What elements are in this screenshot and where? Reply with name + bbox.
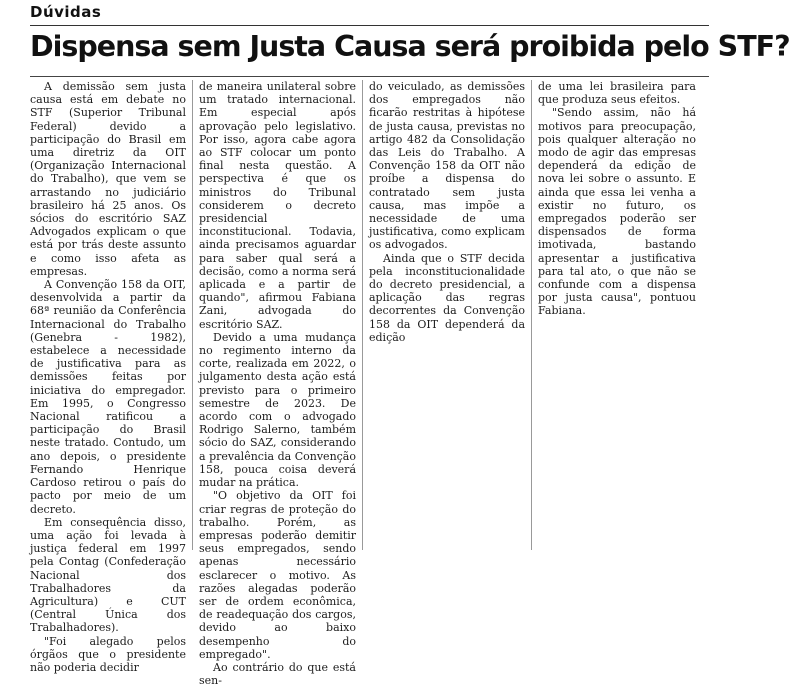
top-rule: [30, 25, 709, 26]
paragraph: Ao contrário do que está sen-: [199, 660, 356, 687]
article-column-2: [199, 80, 356, 687]
paragraph: A demissão sem justa causa está em debate no STF (Superior Tribunal Federal) devido a participação do Brasil em uma diretriz da OIT (Organização Internacional do Trabalho), que vem se arrastando no judiciário brasileiro há 25 anos. Os sócios do escritório SAZ Advogados explicam o que está por trás deste assunto e como isso afeta as empresas.: [30, 80, 186, 278]
paragraph: de maneira unilateral sobre um tratado internacional. Em especial após aprovação pelo legislativo. Por isso, agora cabe agora ao STF colocar um ponto final nesta questão. A perspectiva é que os ministros do Tribunal considerem o decreto presidencial inconstitucional. Todavia, ainda precisamos aguardar para saber qual será a decisão, como a norma será aplicada e a partir de quando", afirmou Fabiana Zani, advogada do escritório SAZ.: [199, 80, 356, 331]
column-divider: [531, 80, 532, 550]
column-divider: [362, 80, 363, 550]
paragraph: "O objetivo da OIT foi criar regras de proteção do trabalho. Porém, as empresas poderão demitir seus empregados, sendo apenas necessário esclarecer o motivo. As razões alegadas poderão ser de ordem econômica, de readequação dos cargos, devido ao baixo desempenho do empregado".: [199, 489, 356, 661]
article-column-1: [30, 80, 186, 674]
article-column-3: [369, 80, 525, 550]
paragraph: de uma lei brasileira para que produza seus efeitos.: [538, 80, 696, 107]
headline-rule: [30, 76, 709, 77]
paragraph: A Convenção 158 da OIT, desenvolvida a partir da 68ª reunião da Conferência Internacional do Trabalho (Genebra - 1982), estabelece a necessidade de justificativa para as demissões feitas por iniciativa do empregador. Em 1995, o Congresso Nacional ratificou a participação do Brasil neste tratado. Contudo, um ano depois, o presidente Fernando Henrique Cardoso retirou o país do pacto por meio de um decreto.: [30, 278, 186, 516]
paragraph: "Foi alegado pelos órgãos que o presidente não poderia decidir: [30, 634, 186, 674]
paragraph: "Sendo assim, não há motivos para preocupação, pois qualquer alteração no modo de agir das empresas dependerá da edição de nova lei sobre o assunto. E ainda que essa lei venha a existir no futuro, os empregados poderão ser dispensados de forma imotivada, bastando apresentar a justificativa para tal ato, o que não se confunde com a dispensa por justa causa", pontuou Fabiana.: [538, 106, 696, 318]
paragraph: do veiculado, as demissões dos empregados não ficarão restritas à hipótese de justa causa, previstas no artigo 482 da Consolidação das Leis do Trabalho. A Convenção 158 da OIT não proíbe a dispensa do contratado sem justa causa, mas impõe a necessidade de uma justificativa, como explicam os advogados.: [369, 80, 525, 252]
paragraph: Devido a uma mudança no regimento interno da corte, realizada em 2022, o julgamento desta ação está previsto para o primeiro semestre de 2023. De acordo com o advogado Rodrigo Salerno, também sócio do SAZ, considerando a prevalência da Convenção 158, pouca coisa deverá mudar na prática.: [199, 330, 356, 490]
headline: Dispensa sem Justa Causa será proibida pelo STF?: [30, 30, 790, 63]
column-divider: [192, 80, 193, 550]
paragraph: Ainda que o STF decida pela inconstitucionalidade do decreto presidencial, a aplicação das regras decorrentes da Convenção 158 da OIT dependerá da edição: [369, 251, 525, 344]
paragraph: Em consequência disso, uma ação foi levada à justiça federal em 1997 pela Contag (Confederação Nacional dos Trabalhadores da Agricultura) e CUT (Central Única dos Trabalhadores).: [30, 515, 186, 635]
section-label: Dúvidas: [30, 3, 102, 21]
article-column-4: [538, 80, 696, 550]
